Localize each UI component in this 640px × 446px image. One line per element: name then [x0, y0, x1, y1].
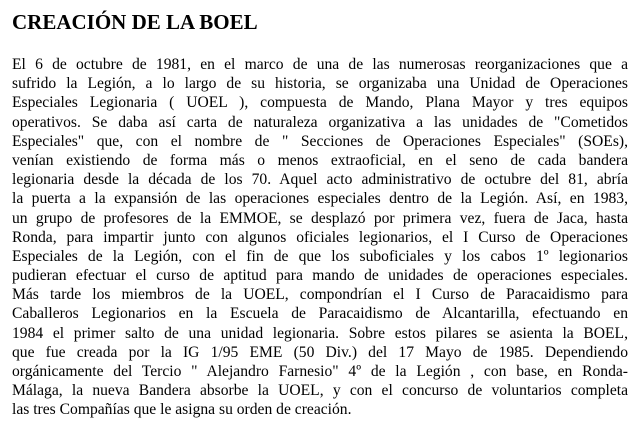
- body-line: que fue creada por la IG 1/95 EME (50 Div.) del 17 Mayo de 1985. Dependiendo: [12, 343, 628, 361]
- body-line: sufrido la Legión, a lo largo de su historia, se organizaba una Unidad de Operaciones: [12, 75, 628, 93]
- body-line: la puerta a la expansión de las operaciones especiales dentro de la Legión. Así, en 1983,: [12, 190, 628, 208]
- document-body: [12, 55, 628, 420]
- body-line: El 6 de octubre de 1981, en el marco de una de las numerosas reorganizaciones que a: [12, 56, 628, 73]
- body-line: operativos. Se daba así carta de naturaleza organizativa a las unidades de "Cometidos: [12, 113, 628, 131]
- body-line: Especiales" que, con el nombre de " Secciones de Operaciones Especiales" (SOEs),: [12, 132, 628, 150]
- document-title: CREACIÓN DE LA BOEL: [12, 10, 258, 34]
- body-line: Especiales Legionaria ( UOEL ), compuesta de Mando, Plana Mayor y tres equipos: [12, 94, 628, 112]
- body-line: 1984 el primer salto de una unidad legionaria. Sobre estos pilares se asienta la BOEL,: [12, 324, 628, 342]
- body-line: Especiales de la Legión, con el fin de que los suboficiales y los cabos 1º legionarios: [12, 247, 628, 265]
- body-line: Ronda, para impartir junto con algunos oficiales legionarios, el I Curso de Operaciones: [12, 228, 628, 246]
- body-line: legionaria desde la década de los 70. Aquel acto administrativo de octubre del 81, abría: [12, 171, 628, 189]
- body-line: Málaga, la nueva Bandera absorbe la UOEL, y con el concurso de voluntarios completa: [12, 382, 628, 400]
- body-line: orgánicamente del Tercio " Alejandro Farnesio" 4º de la Legión , con base, en Ronda-: [12, 363, 628, 380]
- body-line: un grupo de profesores de la EMMOE, se desplazó por primera vez, fuera de Jaca, hasta: [12, 209, 628, 227]
- body-line: pudieran efectuar el curso de aptitud para mando de unidades de operaciones especiales.: [12, 267, 628, 285]
- body-line: Caballeros Legionarios en la Escuela de Paracaidismo de Alcantarilla, efectuando en: [12, 305, 628, 323]
- body-line: las tres Compañías que le asigna su orden de creación.: [12, 401, 352, 419]
- body-line: Más tarde los miembros de la UOEL, compondrían el I Curso de Paracaidismo para: [12, 286, 628, 304]
- body-line: venían existiendo de forma más o menos extraoficial, en el seno de cada bandera: [12, 151, 628, 169]
